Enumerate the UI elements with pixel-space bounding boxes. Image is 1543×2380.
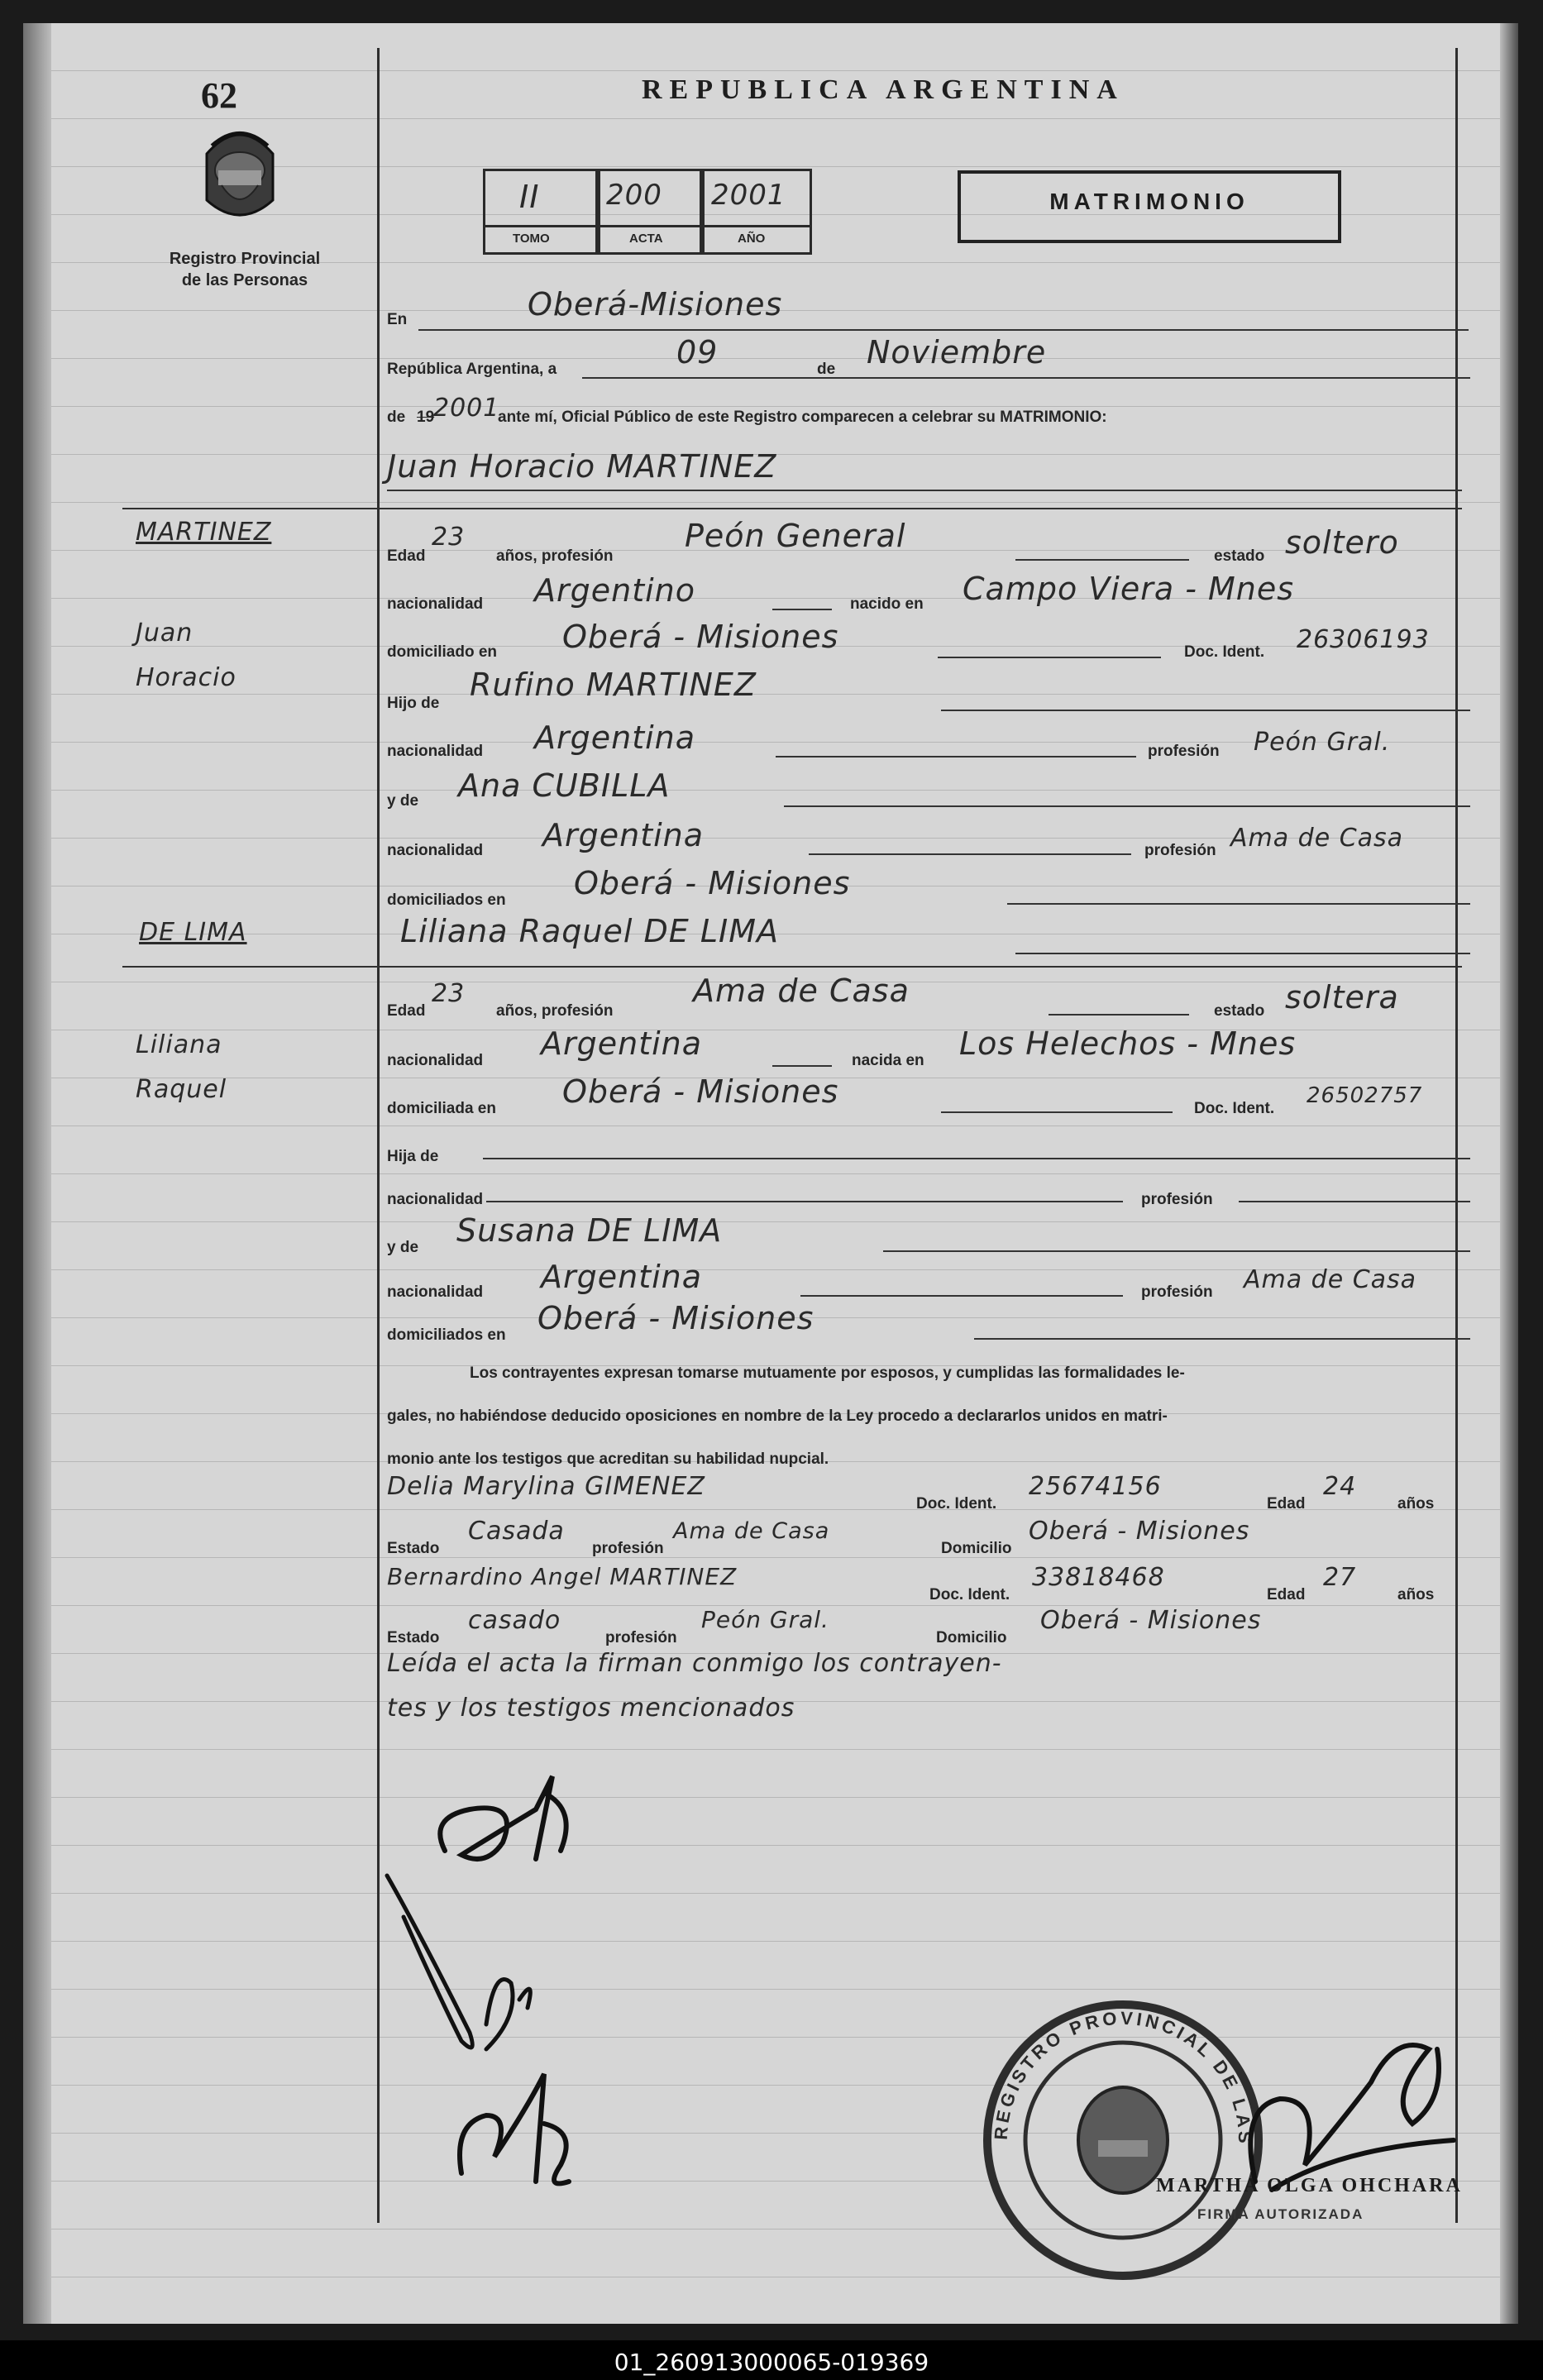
bride-anos-label: años, profesión [496,1002,614,1020]
bride-margin-given1: Liliana [136,1030,222,1059]
witness1-doc: 25674156 [1029,1472,1162,1501]
bride-domicile: Oberá - Misiones [562,1073,839,1110]
coat-of-arms-icon [195,121,284,233]
witness2-estado-label: Estado [387,1629,440,1646]
groom-nat-label: nacionalidad [387,595,484,613]
section-divider [122,508,1462,509]
groom-father-prof-label: profesión [1148,743,1220,760]
witness1-age: 24 [1323,1472,1357,1501]
witness1-domicile: Oberá - Misiones [1029,1517,1250,1546]
witness1-prof-label: profesión [592,1540,664,1557]
groom-mother-nationality: Argentina [542,817,705,853]
witness1-doc-label: Doc. Ident. [916,1495,997,1513]
bride-margin-surname: DE LIMA [139,918,247,947]
bride-edad-label: Edad [387,1002,426,1020]
witness2-dom-label: Domicilio [936,1629,1007,1646]
registry-name-line2: de las Personas [181,271,308,289]
witness2-estado: casado [468,1606,561,1635]
bride-father-prof-label: profesión [1141,1191,1213,1208]
groom-full-name: Juan Horacio MARTINEZ [387,448,777,485]
ceremony-day: 09 [676,334,719,370]
groom-doc: 26306193 [1297,625,1430,654]
ano-label: AÑO [738,232,766,246]
witness2-prof-label: profesión [605,1629,677,1646]
groom-father: Rufino MARTINEZ [470,667,757,703]
country-heading: REPUBLICA ARGENTINA [642,74,1125,105]
de-label: de [817,361,836,378]
year-prefix-struck: 19 [417,409,435,426]
groom-mother-profession: Ama de Casa [1230,824,1404,853]
witness1-estado-label: Estado [387,1540,440,1557]
bride-doc-label: Doc. Ident. [1194,1100,1275,1117]
groom-mother: Ana CUBILLA [458,767,671,804]
groom-doc-label: Doc. Ident. [1184,643,1265,661]
ano-value: 2001 [711,179,786,212]
ceremony-place: Oberá-Misiones [528,286,783,323]
en-label: En [387,311,408,328]
witness1-estado: Casada [468,1517,565,1546]
bride-mother-prof-label: profesión [1141,1283,1213,1301]
groom-parents-dom-label: domiciliados en [387,891,506,909]
bride-estado-label: estado [1214,1002,1265,1020]
groom-edad-label: Edad [387,547,426,565]
groom-father-profession: Peón Gral. [1254,728,1391,757]
republica-label: República Argentina, a [387,361,557,378]
page-number: 62 [201,75,237,116]
de-year-label: de [387,409,406,426]
acta-label: ACTA [629,232,663,246]
declaration-line1: Los contrayentes expresan tomarse mutuamente por esposos, y cumplidas las formalidades le- [470,1364,1185,1382]
ceremony-year: 2001 [433,394,500,423]
signature-witness-icon [437,2057,602,2206]
bride-hija-label: Hija de [387,1148,439,1165]
groom-mother-nat-label: nacionalidad [387,842,484,859]
bride-doc: 26502757 [1307,1083,1423,1108]
witness1-anos-label: años [1397,1495,1435,1513]
binding-spine [23,23,51,2324]
groom-margin-given2: Horacio [136,663,236,692]
groom-domicile: Oberá - Misiones [562,619,839,655]
ceremony-month: Noviembre [867,334,1047,370]
bride-father-nat-label: nacionalidad [387,1191,484,1208]
witness2-domicile: Oberá - Misiones [1040,1606,1262,1635]
witness2-name: Bernardino Angel MARTINEZ [387,1563,738,1590]
right-rule [1455,48,1458,2223]
signature-groom-icon [412,1760,594,1884]
witness2-age: 27 [1323,1563,1357,1592]
bride-profession: Ama de Casa [693,973,910,1009]
registry-name-line1: Registro Provincial [169,250,321,268]
groom-margin-surname: MARTINEZ [136,518,272,547]
witness1-edad-label: Edad [1267,1495,1306,1513]
declaration-line2: gales, no habiéndose deducido oposiciones en nombre de la Ley procedo a declararlos unidos en matri- [387,1407,1168,1425]
stamp-text: REGISTRO PROVINCIAL DE LAS [990,2007,1256,2147]
bride-nationality: Argentina [541,1025,703,1062]
groom-father-nat-label: nacionalidad [387,743,484,760]
groom-estado-label: estado [1214,547,1265,565]
bride-parents-dom-label: domiciliados en [387,1326,506,1344]
page-edge [1500,23,1518,2324]
comparecen-text: ante mí, Oficial Público de este Registro comparecen a celebrar su MATRIMONIO: [498,409,1107,426]
witness2-doc-label: Doc. Ident. [929,1586,1010,1603]
section-divider-2 [122,966,1462,968]
signature-bride-icon [370,1867,569,2082]
bride-parents-domicile: Oberá - Misiones [537,1300,814,1336]
declaration-line3: monio ante los testigos que acreditan su habilidad nupcial. [387,1450,829,1468]
witness2-edad-label: Edad [1267,1586,1306,1603]
official-title: FIRMA AUTORIZADA [1197,2206,1364,2222]
image-id-caption: 01_260913000065-019369 [614,2349,929,2376]
box-divider [483,225,812,227]
official-name: MARTHA OLGA OHCHARA [1156,2175,1463,2196]
witness2-profession: Peón Gral. [701,1606,829,1633]
bride-mother-profession: Ama de Casa [1244,1265,1417,1294]
witness1-name: Delia Marylina GIMENEZ [387,1472,705,1501]
groom-age: 23 [432,523,466,552]
bride-margin-given2: Raquel [136,1075,227,1104]
footer-bar [0,2340,1543,2380]
bride-dom-label: domiciliada en [387,1100,496,1117]
bride-mother-nat-label: nacionalidad [387,1283,484,1301]
groom-anos-label: años, profesión [496,547,614,565]
tomo-label: TOMO [513,232,550,246]
groom-mother-prof-label: profesión [1144,842,1216,859]
bride-estado: soltera [1285,979,1399,1016]
tomo-value: II [519,179,540,215]
closing-line2: tes y los testigos mencionados [387,1694,795,1723]
groom-yde-label: y de [387,792,419,810]
acta-value: 200 [606,179,662,212]
groom-hijo-label: Hijo de [387,695,440,712]
bride-nat-label: nacionalidad [387,1052,484,1069]
groom-dom-label: domiciliado en [387,643,498,661]
groom-estado: soltero [1285,524,1399,561]
groom-profession: Peón General [685,518,906,554]
bride-nacida-label: nacida en [852,1052,924,1069]
groom-margin-given1: Juan [136,619,193,648]
bride-mother-nationality: Argentina [541,1259,703,1295]
record-type-label: MATRIMONIO [1049,189,1249,214]
closing-line1: Leída el acta la firman conmigo los contrayen- [387,1649,1002,1678]
witness1-profession: Ama de Casa [673,1518,830,1544]
witness2-anos-label: años [1397,1586,1435,1603]
bride-full-name: Liliana Raquel DE LIMA [400,913,779,949]
bride-mother: Susana DE LIMA [456,1212,723,1249]
groom-parents-domicile: Oberá - Misiones [574,865,851,901]
bride-birthplace: Los Helechos - Mnes [959,1025,1297,1062]
register-page [23,23,1518,2324]
witness2-doc: 33818468 [1032,1563,1165,1592]
bride-age: 23 [432,979,466,1008]
groom-nationality: Argentino [534,572,695,609]
groom-birthplace: Campo Viera - Mnes [963,571,1295,607]
witness1-dom-label: Domicilio [941,1540,1012,1557]
groom-father-nationality: Argentina [534,719,696,756]
bride-yde-label: y de [387,1239,419,1256]
groom-nacido-label: nacido en [850,595,924,613]
